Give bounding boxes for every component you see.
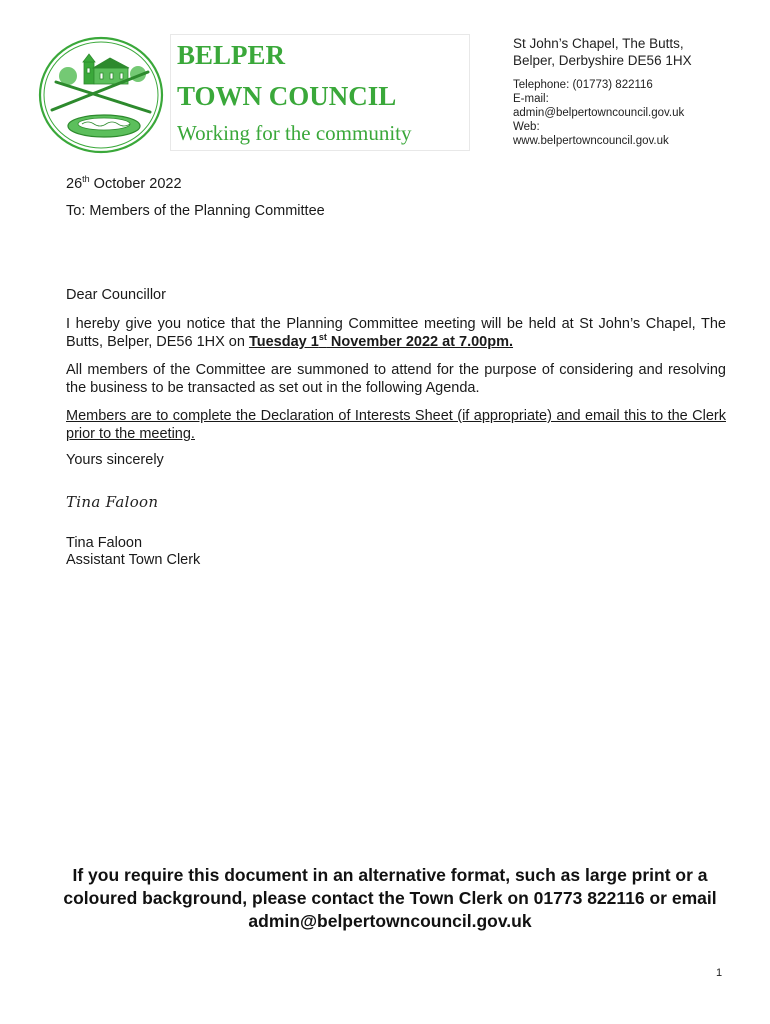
closing: Yours sincerely [66, 452, 164, 468]
declaration-paragraph: Members are to complete the Declaration of Interests Sheet (if appropriate) and email this to the Clerk prior to the meeting. [66, 408, 726, 442]
address-line2: Belper, Derbyshire DE56 1HX [513, 53, 692, 68]
page-number: 1 [716, 967, 723, 979]
telephone: Telephone: (01773) 822116 [513, 79, 653, 91]
council-name-line1: BELPER [177, 40, 286, 70]
web-address[interactable]: www.belpertowncouncil.gov.uk [513, 135, 669, 147]
meeting-datetime: Tuesday 1st November 2022 at 7.00pm. [248, 332, 514, 350]
council-tagline: Working for the community [177, 121, 412, 145]
accessibility-notice: If you require this document in an alternative format, such as large print or a coloured background, please contact the Town Clerk on 01773 822116 or email admin@belpertowncouncil.gov.uk [63, 865, 717, 931]
signatory-title: Assistant Town Clerk [66, 552, 201, 568]
email-label: E-mail: [513, 93, 549, 105]
letter-date: 26th October 2022 [66, 174, 182, 192]
recipient-line: To: Members of the Planning Committee [66, 203, 325, 219]
address-line1: St John’s Chapel, The Butts, [513, 36, 684, 51]
chapel-icon [83, 54, 129, 84]
salutation: Dear Councillor [66, 287, 166, 303]
council-logo [38, 36, 164, 154]
notice-paragraph: I hereby give you notice that the Planning Committee meeting will be held at St John’s Chapel, The Butts, Belper, DE56 1HX on Tuesday 1st November 2022 at 7.00pm. [66, 316, 726, 350]
signature: Tina Faloon [66, 493, 159, 511]
council-name-line2: TOWN COUNCIL [177, 81, 397, 111]
signatory-name: Tina Faloon [66, 535, 143, 551]
web-label: Web: [513, 121, 540, 133]
summons-paragraph: All members of the Committee are summoned to attend for the purpose of considering and resolving the business to be transacted as set out in the following Agenda. [66, 362, 726, 396]
email-address[interactable]: admin@belpertowncouncil.gov.uk [513, 107, 685, 119]
